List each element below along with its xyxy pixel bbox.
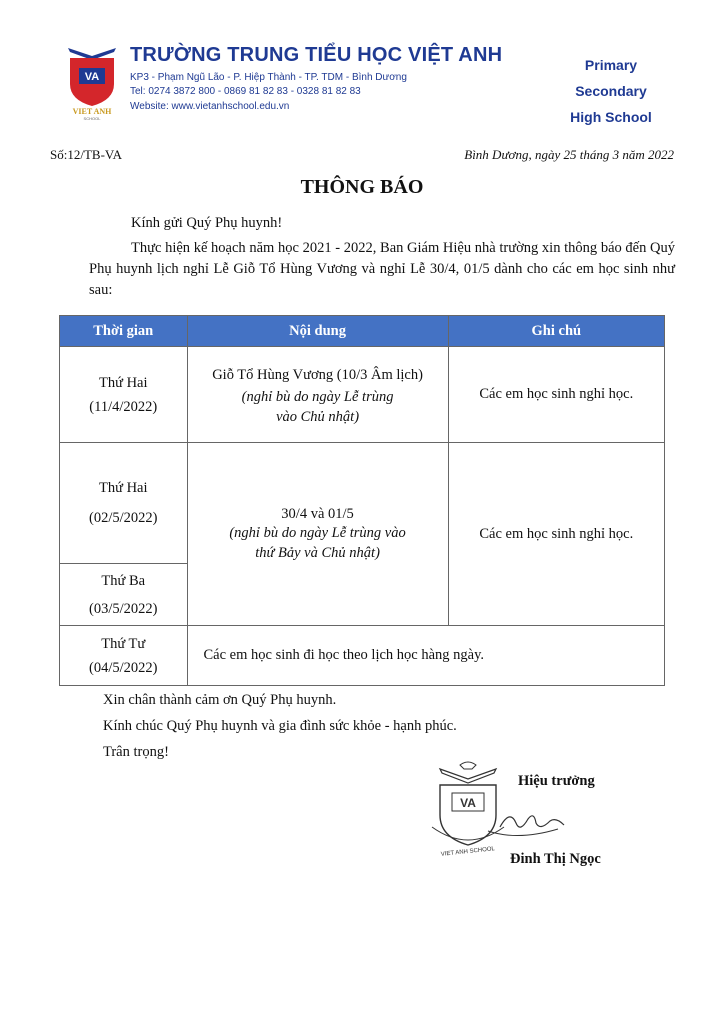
day-label: Thứ Ba — [101, 572, 146, 589]
document-title: THÔNG BÁO — [300, 176, 424, 198]
content-title: 30/4 và 01/5 — [281, 505, 354, 522]
content-note-2: thứ Bảy và Chủ nhật) — [255, 544, 380, 561]
time-cell — [60, 347, 188, 443]
date-label: (03/5/2022) — [89, 600, 158, 617]
content-note-1: (nghỉ bù do ngày Lễ trùng vào — [229, 524, 406, 541]
intro-paragraph — [89, 238, 675, 301]
content-cell — [187, 443, 448, 626]
content-note-1: (nghỉ bù do ngày Lễ trùng — [241, 388, 394, 405]
header-time: Thời gian — [60, 316, 188, 347]
level-secondary: Secondary — [575, 83, 647, 99]
level-high-school: High School — [570, 109, 652, 125]
content-title: Giỗ Tổ Hùng Vương (10/3 Âm lịch) — [212, 366, 423, 383]
day-label: Thứ Hai — [98, 480, 148, 496]
closing-regards: Trân trọng! — [103, 744, 169, 760]
school-phone: Tel: 0274 3872 800 - 0869 81 82 83 - 0328 81 82 83 — [130, 86, 361, 97]
greeting: Kính gửi Quý Phụ huynh! — [131, 215, 283, 231]
time-cell — [60, 564, 188, 626]
table-row — [60, 347, 665, 443]
content-note-2: vào Chủ nhật) — [276, 408, 360, 425]
table-header-row — [60, 316, 665, 347]
school-website: Website: www.vietanhschool.edu.vn — [130, 101, 290, 112]
school-name: TRƯỜNG TRUNG TIỂU HỌC VIỆT ANH — [130, 44, 503, 66]
content-cell — [187, 347, 448, 443]
table-row — [60, 443, 665, 564]
date-label: (04/5/2022) — [89, 659, 158, 676]
day-label: Thứ Hai — [98, 374, 148, 391]
closing-thanks: Xin chân thành cảm ơn Quý Phụ huynh. — [103, 692, 337, 708]
signer-name: Đinh Thị Ngọc — [510, 851, 601, 867]
remark-cell: Các em học sinh nghỉ học. — [448, 443, 664, 626]
logo-subcaption: SCHOOL — [83, 116, 101, 120]
remark-cell: Các em học sinh nghỉ học. — [448, 347, 664, 443]
schedule-table — [59, 315, 665, 686]
school-logo — [62, 44, 122, 120]
school-levels — [556, 52, 666, 130]
header-content: Nội dung — [187, 316, 448, 347]
document-number: Số:12/TB-VA — [50, 147, 122, 162]
logo-caption: VIET ANH — [72, 107, 112, 116]
seal-caption: VIET ANH SCHOOL — [440, 846, 496, 858]
level-primary: Primary — [584, 57, 638, 73]
table-row — [60, 626, 665, 686]
day-label: Thứ Tư — [101, 635, 146, 652]
closing-wishes: Kính chúc Quý Phụ huynh và gia đình sức khỏe - hạnh phúc. — [103, 718, 457, 734]
time-cell — [60, 443, 188, 564]
date-label: (11/4/2022) — [89, 398, 158, 415]
logo-monogram: VA — [84, 71, 100, 83]
date-label: (02/5/2022) — [89, 510, 158, 526]
signer-role: Hiệu trưởng — [518, 773, 595, 789]
content-cell: Các em học sinh đi học theo lịch học hàng ngày. — [187, 626, 665, 686]
school-address: KP3 - Phạm Ngũ Lão - P. Hiệp Thành - TP. TDM - Bình Dương — [130, 72, 407, 83]
time-cell — [60, 626, 188, 686]
seal-monogram: VA — [460, 796, 476, 810]
intro-text: Thực hiện kế hoạch năm học 2021 - 2022, Ban Giám Hiệu nhà trường xin thông báo đến Quý Phụ huynh lịch nghỉ Lễ Giỗ Tổ Hùng Vương và nghỉ Lễ 30/4, 01/5 dành cho các em học sinh như sau: — [89, 240, 675, 298]
header-note: Ghi chú — [448, 316, 664, 347]
document-date: Bình Dương, ngày 25 tháng 3 năm 2022 — [464, 147, 674, 162]
